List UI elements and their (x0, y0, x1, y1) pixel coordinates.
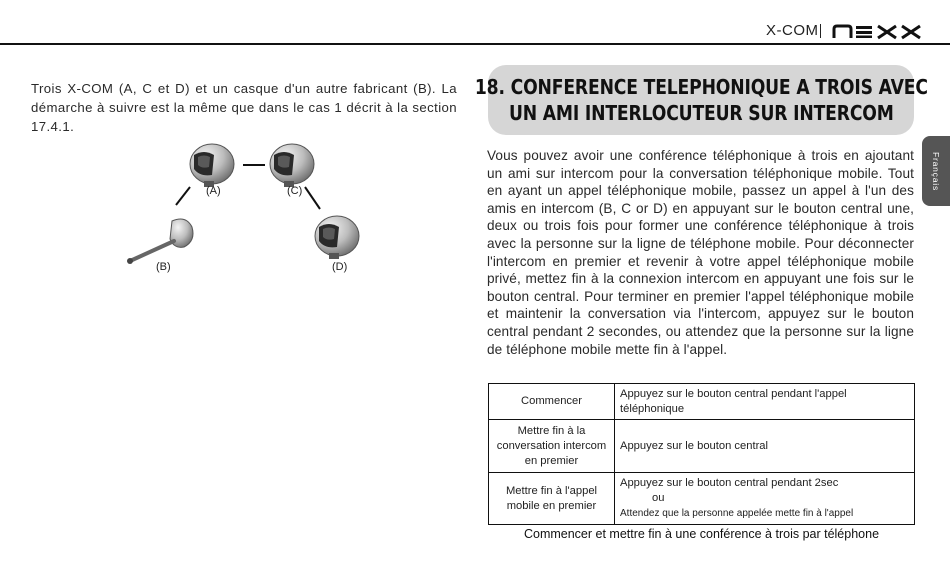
action-cell: Mettre fin à l'appel mobile en premier (489, 473, 615, 525)
table-row (489, 420, 915, 473)
table-row (489, 473, 915, 525)
helmet-icon (315, 216, 359, 259)
section-title-line-1: 18. CONFERENCE TELEPHONIQUE A TROIS AVEC (474, 75, 928, 99)
header-rule (0, 43, 950, 45)
helmet-icon (270, 144, 314, 187)
instruction-alt: Attendez que la personne appelée mette fin à l'appel (620, 508, 854, 519)
diagram-label-c: (C) (287, 185, 303, 197)
helmet-icon (190, 144, 234, 187)
brand-logo (832, 24, 924, 40)
header-separator (820, 24, 821, 38)
instruction-or: ou (652, 492, 665, 504)
header-product-name: X-COM (766, 22, 819, 39)
language-tab-label: Français (931, 151, 941, 191)
table-row (489, 384, 915, 420)
intercom-diagram (110, 135, 380, 285)
table-caption: Commencer et mettre fin à une conférence à trois par téléphone (523, 527, 880, 541)
section-title-line-2: UN AMI INTERLOCUTEUR SUR INTERCOM (508, 101, 894, 125)
instruction-cell: Appuyez sur le bouton central (615, 420, 915, 473)
diagram-label-b: (B) (156, 261, 171, 273)
section-heading-box (474, 65, 928, 135)
instruction-cell: Appuyez sur le bouton central pendant l'appel téléphonique (615, 384, 915, 420)
headset-icon (127, 219, 193, 264)
section-body: Vous pouvez avoir une conférence téléphonique à trois en ajoutant un ami sur intercom pour la conversation téléphonique mobile. Tout en ayant un appel téléphonique mobile, passez un appel à l'un des amis en intercom (B, C or D) en appuyant sur le bouton central une, deux ou trois fois pour former une conférence téléphonique à trois avec la personne sur la ligne de téléphone mobile. Pour déconnecter l'intercom en premier et revenir à votre appel téléphonique mobile privé, mettez fin à la connexion intercom en appuyant une fois sur le bouton central. Pour terminer en premier l'appel téléphonique mobile et maintenir la conversation via l'intercom, appuyez sur le bouton central pendant 2 secondes, ou attendez que la personne sur la ligne de téléphone mobile mette fin à l'appel. (487, 148, 914, 357)
instruction-text: Appuyez sur le bouton central pendant 2sec (620, 477, 839, 489)
diagram-label-d: (D) (332, 261, 348, 273)
intro-paragraph: Trois X-COM (A, C et D) et un casque d'un autre fabricant (B). La démarche à suivre est la même que dans le cas 1 décrit à la section 17.4.1. (31, 81, 457, 134)
action-cell: Commencer (489, 384, 615, 420)
action-cell: Mettre fin à la conversation intercom en premier (489, 420, 615, 473)
language-tab (922, 136, 950, 206)
diagram-label-a: (A) (206, 185, 221, 197)
section-title (475, 74, 928, 126)
operations-table (488, 383, 915, 525)
instruction-cell (615, 473, 915, 525)
